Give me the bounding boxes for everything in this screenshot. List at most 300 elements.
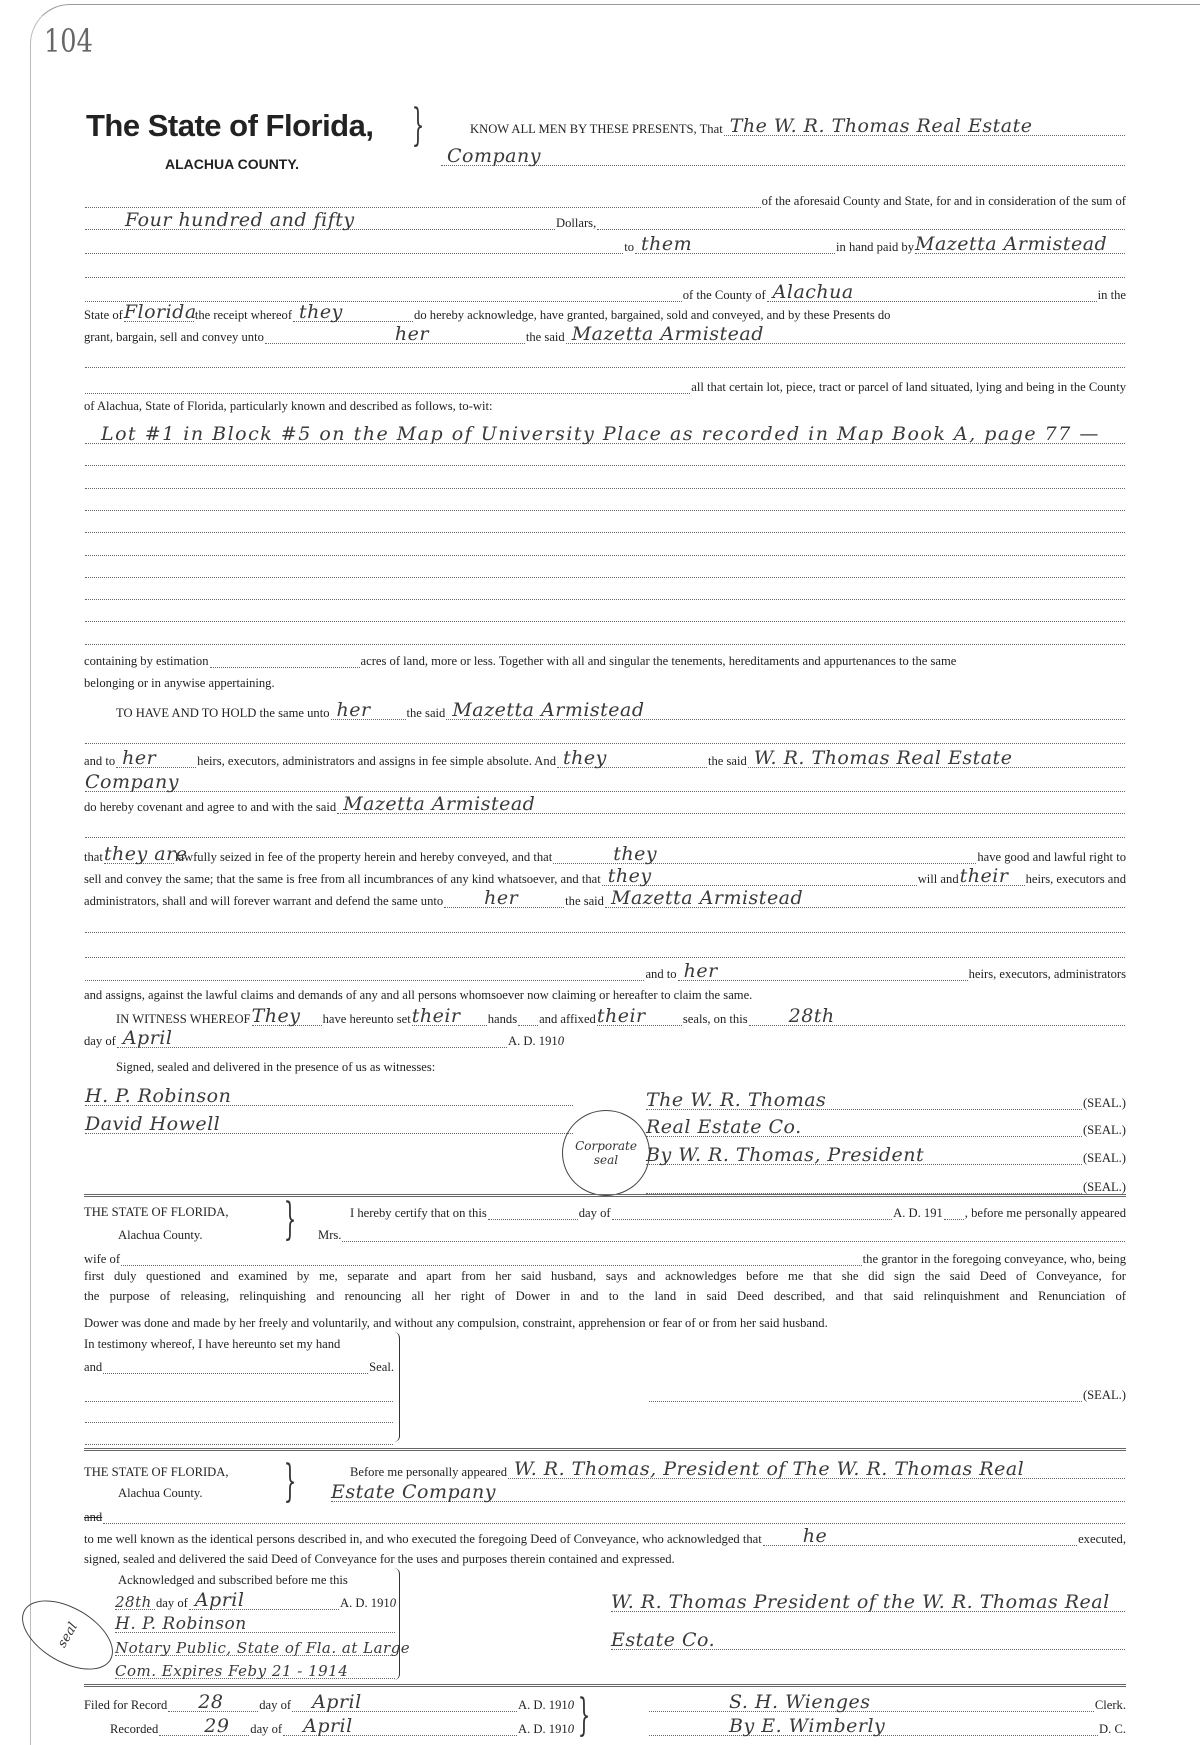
- field: [602, 865, 917, 887]
- field: [168, 1691, 258, 1713]
- field: [103, 843, 188, 865]
- text: A. D. 191: [893, 1206, 943, 1220]
- field: [557, 747, 707, 769]
- hw: Estate Co.: [611, 1629, 716, 1651]
- text: A. D. 191: [508, 1034, 558, 1048]
- text: acres of land, more or less. Together with all and singular the tenements, hereditaments and appurtenances to the same: [360, 654, 957, 668]
- text: the said: [525, 330, 565, 344]
- blank-field: [85, 521, 1125, 533]
- field: [116, 747, 196, 769]
- deed-line-to-have: [84, 700, 1126, 720]
- grant-to-field: [265, 323, 525, 345]
- text: do hereby acknowledge, have granted, bargained, sold and conveyed, and by these Presents do: [414, 308, 891, 322]
- text: (SEAL.): [1082, 1123, 1126, 1137]
- notary-line: [114, 1613, 396, 1633]
- blank-line: [84, 938, 1126, 958]
- text: the said: [708, 754, 747, 768]
- field: [748, 747, 1125, 769]
- field: [103, 1512, 1125, 1524]
- text: wife of: [84, 1252, 121, 1266]
- grantor-field: [724, 115, 1125, 137]
- to-field: [635, 233, 835, 255]
- text: the grantor in the foregoing conveyance, who, being: [862, 1252, 1126, 1266]
- text: State of: [84, 308, 123, 322]
- hw: they: [607, 865, 652, 887]
- deed-line-assigns: [84, 982, 1126, 1002]
- ack-line-before: [350, 1459, 1126, 1479]
- text: s: [512, 1012, 518, 1026]
- blank-field: [85, 1390, 393, 1402]
- blank-line: [84, 913, 1126, 933]
- they-field: [293, 301, 413, 323]
- text: (SEAL.): [1082, 1388, 1126, 1402]
- ack-subscribed: [118, 1567, 398, 1587]
- blank-line: [84, 491, 1126, 511]
- brace: }: [411, 100, 425, 151]
- deed-line-heirs: [84, 748, 1126, 768]
- deed-line-paid: [84, 234, 1126, 254]
- deed-line-and-to: [84, 961, 1126, 981]
- text: Clerk.: [1094, 1698, 1126, 1712]
- sum-handwriting: Four hundred and fifty: [125, 209, 355, 231]
- deed-line-county: [84, 282, 1126, 302]
- record-line-filed: [84, 1692, 574, 1712]
- text: A. D. 191: [340, 1596, 390, 1610]
- text: KNOW ALL MEN BY THESE PRESENTS, That: [470, 122, 723, 136]
- blank-line: [84, 348, 1126, 368]
- page-number: 104: [44, 22, 93, 60]
- text: have hereunto set: [322, 1012, 411, 1026]
- text: heirs, executors and: [1025, 872, 1126, 886]
- text: the receipt whereof: [194, 308, 293, 322]
- field: [611, 1629, 1125, 1651]
- deed-line-company: [84, 772, 1126, 792]
- field: [283, 1715, 517, 1737]
- field: [331, 1481, 1125, 1503]
- hw: H. P. Robinson: [115, 1614, 247, 1634]
- text: , on this: [707, 1012, 748, 1026]
- deed-line-containing: [84, 648, 1126, 668]
- section-divider: [84, 1684, 1126, 1687]
- text: administrators, shall and will forever warrant and defend the same unto: [84, 894, 444, 908]
- deed-line-covenant: [84, 794, 1126, 814]
- notary-seal: seal: [10, 1586, 124, 1684]
- grantee-field: [446, 699, 1125, 721]
- text: of Alachua, State of Florida, particularly known and described as follows, to-wit:: [84, 399, 493, 413]
- hw: W. R. Thomas President of the W. R. Thomas Real: [611, 1591, 1110, 1613]
- blank-field: [85, 266, 1125, 278]
- blank-line: [84, 602, 1126, 622]
- field: [292, 1691, 517, 1713]
- section-divider: [84, 1194, 1126, 1197]
- ack-line-known: [84, 1526, 1126, 1546]
- dower-signature-line: [648, 1382, 1126, 1402]
- blank-field: [85, 1433, 393, 1445]
- ack-line-date: [114, 1590, 396, 1610]
- text: I hereby certify that on this: [350, 1206, 487, 1220]
- hw: her: [336, 699, 371, 721]
- deed-line-aforesaid: [84, 188, 1126, 208]
- field: [331, 699, 406, 721]
- blank-line: [84, 513, 1126, 533]
- hw: Mazetta Armistead: [610, 887, 804, 909]
- hw: they are: [103, 843, 188, 865]
- text: executed,: [1078, 1532, 1126, 1546]
- hw: April: [312, 1691, 362, 1713]
- blank-field: [85, 454, 1125, 466]
- hw: Lot #1 in Block #5 on the Map of University Place as recorded in Map Book A, page 77 —: [101, 423, 1100, 445]
- hw: he: [802, 1525, 828, 1547]
- hw: Com. Expires Feby 21 - 1914: [115, 1662, 349, 1680]
- witness-field: [85, 1085, 573, 1107]
- hw: S. H. Wienges: [729, 1691, 871, 1713]
- text: all that certain lot, piece, tract or parcel of land situated, lying and being in the County: [691, 380, 1126, 394]
- hw: April: [122, 1027, 173, 1049]
- dower-line-wife: [84, 1246, 1126, 1266]
- text: In testimony whereof, I have hereunto set my hand: [84, 1337, 341, 1351]
- text: Signed, sealed and delivered in the presence of us as witnesses:: [116, 1060, 436, 1074]
- hw: her: [122, 747, 157, 769]
- witness-field: [85, 1113, 573, 1135]
- ack-state: [84, 1459, 304, 1479]
- deed-line-description: [84, 424, 1126, 444]
- dower-line-mrs: [318, 1222, 1126, 1242]
- hw: April: [303, 1715, 353, 1737]
- hw: they: [563, 747, 607, 769]
- field: [121, 1254, 862, 1266]
- field: [611, 1591, 1125, 1613]
- witness-line: [84, 1086, 574, 1106]
- text: and: [84, 1510, 103, 1524]
- deed-line-of-alachua: [84, 393, 1126, 413]
- blank-field: [85, 356, 1125, 368]
- text: Acknowledged and subscribed before me this: [118, 1573, 348, 1587]
- signature-line: [645, 1145, 1126, 1165]
- deed-line-date: [84, 1028, 564, 1048]
- text: Filed for Record: [84, 1698, 168, 1712]
- text: and: [84, 1360, 103, 1374]
- field: [159, 1715, 249, 1737]
- text: the said: [565, 894, 604, 908]
- field: [649, 1390, 1082, 1402]
- text: A. D. 191: [518, 1722, 568, 1736]
- brace: [394, 1568, 400, 1680]
- hw: David Howell: [85, 1113, 221, 1135]
- blank-line: [84, 580, 1126, 600]
- text: signed, sealed and delivered the said Deed of Conveyance for the uses and purposes therein contained and expressed.: [84, 1552, 675, 1566]
- notary-line: [114, 1636, 411, 1657]
- hw: Mazetta Armistead: [571, 323, 764, 345]
- text: Recorded: [110, 1722, 159, 1736]
- text: to: [624, 240, 634, 254]
- county-field: [767, 281, 1097, 303]
- brace: [394, 1332, 400, 1442]
- text: lawfully seized in fee of the property herein and hereby conveyed, and that: [174, 850, 553, 864]
- brace: }: [283, 1194, 297, 1245]
- text: Alachua County.: [118, 1228, 203, 1242]
- signature-line: [645, 1090, 1126, 1110]
- deputy-clerk-line: [648, 1716, 1126, 1736]
- dower-line-certify: [350, 1200, 1126, 1220]
- description-field: [85, 423, 1125, 445]
- text: have good and lawful right to: [977, 850, 1126, 864]
- deed-line-grantor2: [440, 146, 1126, 166]
- blank-field: [597, 218, 1125, 230]
- field: [612, 1208, 893, 1220]
- field: [85, 771, 1125, 793]
- field: [678, 960, 968, 982]
- field: [596, 1005, 682, 1027]
- blank-field: [85, 477, 1125, 489]
- hw: H. P. Robinson: [85, 1085, 232, 1107]
- blank-field: [85, 566, 1125, 578]
- text: IN WITNESS WHEREOF: [116, 1012, 251, 1026]
- field: [646, 1116, 1082, 1138]
- blank-line: [84, 558, 1126, 578]
- dower-paragraph: [84, 1310, 1126, 1330]
- text: THE STATE OF FLORIDA,: [84, 1205, 229, 1219]
- text: A. D. 191: [518, 1698, 568, 1712]
- hw: W. R. Thomas, President of The W. R. Thomas Real: [514, 1458, 1025, 1480]
- field: [649, 1691, 1094, 1713]
- blank-line: [84, 1382, 394, 1402]
- text: to me well known as the identical persons described in, and who executed the foregoing Deed of Conveyance, who acknowledged that: [84, 1532, 762, 1546]
- text: and assigns, against the lawful claims and demands of any and all persons whomsoever now claiming or hereafter to claim the same.: [84, 988, 753, 1002]
- text: and to: [84, 754, 116, 768]
- text: D. C.: [1099, 1722, 1126, 1736]
- text: grant, bargain, sell and convey unto: [84, 330, 264, 344]
- hw: they: [299, 301, 343, 323]
- deed-line-belonging: [84, 670, 1126, 690]
- text: do hereby covenant and agree to and with the said: [84, 800, 337, 814]
- ack-line-and: [84, 1504, 1126, 1524]
- text: Before me personally appeared: [350, 1465, 507, 1479]
- text: day of: [259, 1698, 292, 1712]
- blank-field: [85, 633, 1125, 645]
- text: day of: [578, 1206, 611, 1220]
- record-line-recorded: [110, 1716, 574, 1736]
- field: [518, 1014, 538, 1026]
- deed-line-grant: [84, 324, 1126, 344]
- text: of the aforesaid County and State, for and in consideration of the sum of: [761, 194, 1126, 208]
- blank-field: [85, 196, 761, 208]
- deed-line-all-that: [84, 374, 1126, 394]
- hw: 28: [198, 1691, 224, 1713]
- signature-line: [645, 1174, 1126, 1194]
- hw: Mazetta Armistead: [452, 699, 645, 721]
- hw: W. R. Thomas Real Estate: [753, 747, 1013, 769]
- deed-line-state: [84, 302, 1126, 322]
- text: will and: [917, 872, 959, 886]
- text: and to: [645, 967, 677, 981]
- blank-field: [85, 499, 1125, 511]
- blank-field: [85, 544, 1125, 556]
- blank-line: [84, 1403, 394, 1423]
- text: the said: [406, 706, 446, 720]
- text: Dollars,: [556, 216, 597, 230]
- text: Alachua County.: [118, 1486, 203, 1500]
- deed-line-warrant: [84, 888, 1126, 908]
- hw: 0: [557, 1034, 564, 1048]
- hw: they: [613, 843, 658, 865]
- hw: April: [194, 1589, 245, 1611]
- field: [646, 1089, 1082, 1111]
- blank-line: [84, 1425, 394, 1445]
- blank-field: [85, 588, 1125, 600]
- field: [508, 1458, 1125, 1480]
- text: day of: [84, 1034, 116, 1048]
- blank-field: [85, 921, 1125, 933]
- hw: her: [394, 323, 429, 345]
- field: [85, 969, 644, 981]
- hw: Mazetta Armistead: [915, 233, 1108, 255]
- hw: 0: [389, 1596, 396, 1610]
- hw: The W. R. Thomas: [646, 1089, 827, 1111]
- text: Seal.: [369, 1360, 394, 1374]
- dower-state: [84, 1199, 304, 1219]
- field: [117, 1027, 507, 1049]
- field: [959, 865, 1025, 887]
- field: [488, 1208, 578, 1220]
- deed-line-signed: [84, 1054, 1126, 1074]
- grantee-field: [337, 793, 1125, 815]
- field: [646, 1144, 1082, 1166]
- text: heirs, executors, administrators: [968, 967, 1126, 981]
- hw: They: [251, 1005, 301, 1027]
- hw: their: [411, 1005, 461, 1027]
- blank-field: [85, 732, 1125, 744]
- hw: Mazetta Armistead: [343, 793, 536, 815]
- text: day of: [250, 1722, 283, 1736]
- text: and affixed: [539, 1012, 596, 1026]
- deed-line-seized: [84, 844, 1126, 864]
- text: heirs, executors, administrators and assigns in fee simple absolute. And: [197, 754, 556, 768]
- blank-line: [84, 536, 1126, 556]
- ack-signature-line: [610, 1630, 1126, 1650]
- dower-paragraph: the purpose of releasing, relinquishing and renouncing all her right of Dower in and to the land in said Deed described, and that said relinquishment and Renunciation of: [84, 1289, 1126, 1303]
- field: [649, 1715, 1098, 1737]
- hw: Company: [85, 771, 179, 793]
- text: TO HAVE AND TO HOLD the same unto: [116, 706, 330, 720]
- blank-line: [84, 258, 1126, 278]
- hw: 0: [567, 1698, 574, 1712]
- state-field: [123, 301, 197, 323]
- field: [251, 1005, 322, 1027]
- field: [103, 1362, 368, 1374]
- grantee-field: [566, 323, 1125, 345]
- hw: By W. R. Thomas, President: [646, 1144, 925, 1166]
- hw: Notary Public, State of Fla. at Large: [115, 1639, 411, 1657]
- text: of the County of: [682, 288, 766, 302]
- field: [115, 1614, 395, 1634]
- clerk-line: [648, 1692, 1126, 1712]
- grantee-field: [605, 887, 1125, 909]
- county-heading: ALACHUA COUNTY.: [165, 156, 300, 172]
- hw: Florida: [123, 301, 197, 323]
- text: day of: [156, 1596, 188, 1610]
- grantor-handwriting: The W. R. Thomas Real Estate: [729, 115, 1033, 137]
- field: [342, 1230, 1125, 1242]
- text: seal: [682, 1012, 703, 1026]
- hw: her: [683, 960, 718, 982]
- brace: }: [577, 1690, 591, 1741]
- blank-field: [85, 242, 623, 254]
- witness-line: [84, 1114, 574, 1134]
- hw: 28th: [115, 1593, 152, 1611]
- hw: her: [484, 887, 519, 909]
- grantor-handwriting-2: Company: [447, 145, 541, 167]
- blank-field: [85, 1411, 393, 1423]
- field: [444, 887, 564, 909]
- field: [115, 1662, 395, 1680]
- grantor-field-2: [441, 145, 1125, 167]
- blank-line: [84, 469, 1126, 489]
- sum-field: [85, 209, 555, 231]
- text: containing by estimation: [84, 654, 209, 668]
- dower-paragraph: first duly questioned and examined by me, separate and apart from her said husband, says and acknowledges before me that she did sign the said Deed of Conveyance, for: [84, 1269, 1126, 1283]
- deed-line-know-all: [470, 116, 1126, 136]
- ack-line-signed: [84, 1546, 1126, 1566]
- hw: Estate Company: [331, 1481, 496, 1503]
- text: Mrs.: [318, 1228, 342, 1242]
- deed-line-sell: [84, 866, 1126, 886]
- dower-line-seal: [84, 1354, 394, 1374]
- blank-field: [85, 826, 1125, 838]
- dower-testimony: [84, 1331, 394, 1351]
- hw: 0: [567, 1722, 574, 1736]
- field: [115, 1639, 411, 1657]
- field: [411, 1005, 487, 1027]
- ack-line-appeared2: [330, 1482, 1126, 1502]
- brace: }: [283, 1456, 297, 1507]
- notary-line: [114, 1659, 396, 1679]
- text: (SEAL.): [1082, 1151, 1126, 1165]
- acres-field: [210, 656, 360, 668]
- text: Dower was done and made by her freely and voluntarily, and without any compulsion, constraint, apprehension or fear of or from her said husband.: [84, 1316, 828, 1330]
- text: in hand paid by: [836, 240, 914, 254]
- field: [763, 1525, 1077, 1547]
- field: [749, 1005, 1125, 1027]
- field: [646, 1182, 1082, 1194]
- field: [944, 1208, 964, 1220]
- corporate-seal: Corporate seal: [562, 1110, 650, 1196]
- hw: By E. Wimberly: [729, 1715, 886, 1737]
- deed-line-sum: [84, 210, 1126, 230]
- text: in the: [1097, 288, 1126, 302]
- text: , before me personally appeared: [964, 1206, 1126, 1220]
- document-title: The State of Florida,: [86, 108, 374, 143]
- hw: 29: [204, 1715, 230, 1737]
- hw: 28th: [788, 1005, 835, 1027]
- hw: their: [596, 1005, 646, 1027]
- ack-signature-line: [610, 1592, 1126, 1612]
- field: [115, 1593, 155, 1611]
- text: sell and convey the same; that the same is free from all incumbrances of any kind whatsoever, and that: [84, 872, 601, 886]
- blank-field: [85, 946, 1125, 958]
- grantee-field: [915, 233, 1125, 255]
- deed-line-witness: [84, 1006, 1126, 1026]
- blank-line: [84, 724, 1126, 744]
- blank-line: [84, 818, 1126, 838]
- hw: them: [641, 233, 693, 255]
- blank-line: [84, 625, 1126, 645]
- text: belonging or in anywise appertaining.: [84, 676, 275, 690]
- text: hand: [487, 1012, 513, 1026]
- signature-line: [645, 1117, 1126, 1137]
- blank-line: [84, 446, 1126, 466]
- section-divider: [84, 1448, 1126, 1451]
- field: [189, 1589, 339, 1611]
